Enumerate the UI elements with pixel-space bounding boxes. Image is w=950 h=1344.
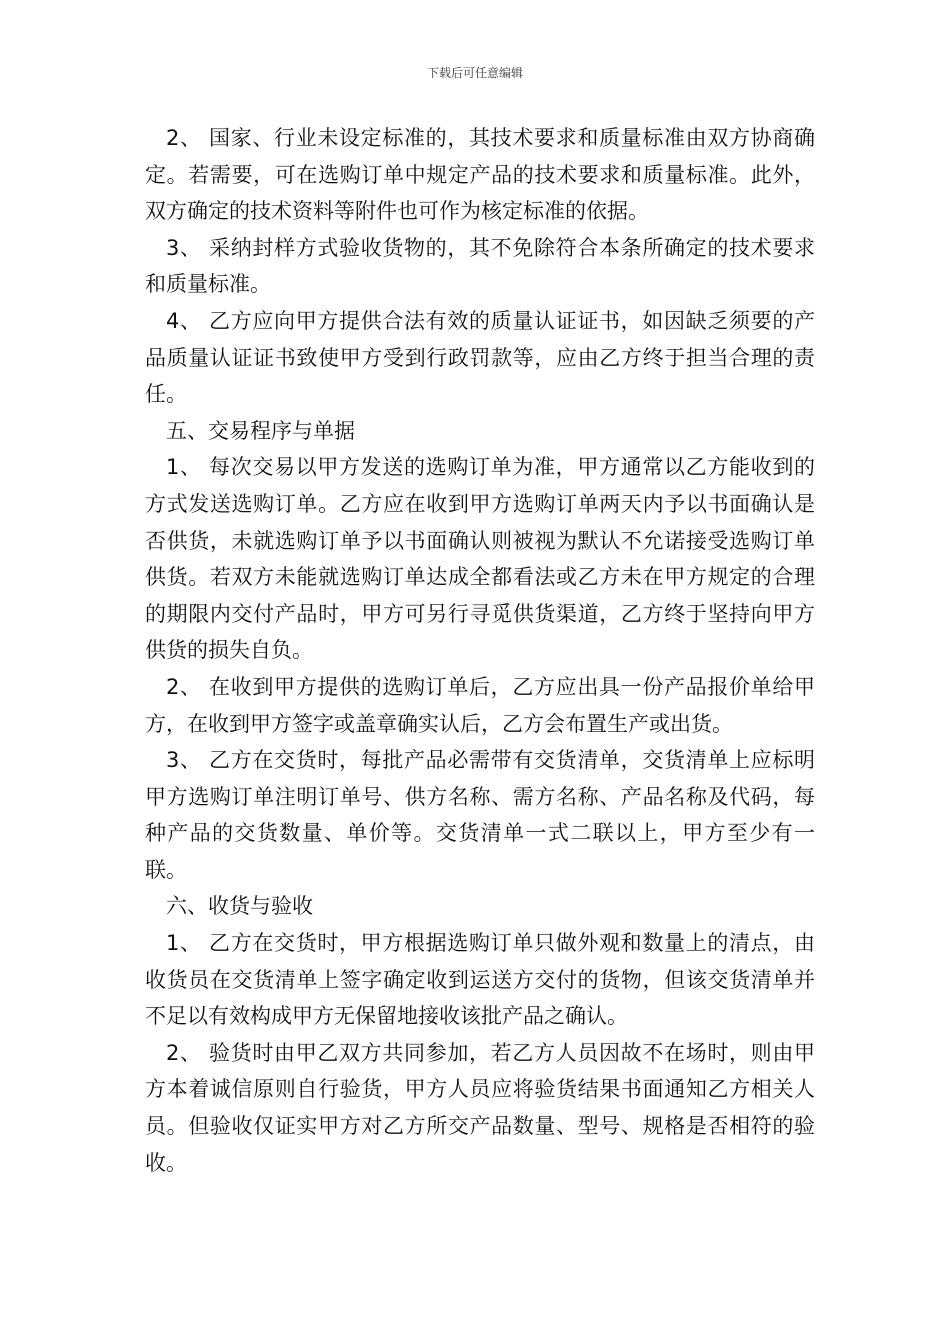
clause-3-sealed-sample: 3、 采纳封样方式验收货物的，其不免除符合本条所确定的技术要求和质量标准。 xyxy=(145,235,815,297)
clause-6-2-inspection: 2、 验货时由甲乙双方共同参加，若乙方人员因故不在场时，则由甲方本着诚信原则自行验货，甲方人员应将验货结果书面通知乙方相关人员。但验收仅证实甲方对乙方所交产品数量、型号、规格是否相符的验收。 xyxy=(145,1040,815,1175)
clause-6-1-receiving: 1、 乙方在交货时，甲方根据选购订单只做外观和数量上的清点，由收货员在交货清单上签字确定收到运送方交付的货物，但该交货清单并不足以有效构成甲方无保留地接收该批产品之确认。 xyxy=(145,931,815,1029)
clause-4-certificate: 4、 乙方应向甲方提供合法有效的质量认证证书，如因缺乏须要的产品质量认证证书致使甲方受到行政罚款等，应由乙方终于担当合理的责任。 xyxy=(145,308,815,407)
section-heading-6: 六、收货与验收 xyxy=(166,894,313,919)
document-body xyxy=(145,120,815,1181)
clause-5-3-delivery-list: 3、 乙方在交货时，每批产品必需带有交货清单，交货清单上应标明甲方选购订单注明订单号、供方名称、需方名称、产品名称及代码，每种产品的交货数量、单价等。交货清单一式二联以上，甲方至少有一联。 xyxy=(145,748,815,882)
section-heading-5: 五、交易程序与单据 xyxy=(166,418,355,443)
clause-5-1-orders: 1、 每次交易以甲方发送的选购订单为准，甲方通常以乙方能收到的方式发送选购订单。乙方应在收到甲方选购订单两天内予以书面确认是否供货，未就选购订单予以书面确认则被视为默认不允诺接受选购订单供货。若双方未能就选购订单达成全都看法或乙方未在甲方规定的合理的期限内交付产品时，甲方可另行寻觅供货渠道，乙方终于坚持向甲方供货的损失自负。 xyxy=(145,455,815,663)
page-header: 下载后可任意编辑 xyxy=(426,66,523,80)
clause-2-standards: 2、 国家、行业未设定标准的，其技术要求和质量标准由双方协商确定。若需要，可在选购订单中规定产品的技术要求和质量标准。此外，双方确定的技术资料等附件也可作为核定标准的依据。 xyxy=(145,126,815,224)
clause-5-2-quotation: 2、 在收到甲方提供的选购订单后，乙方应出具一份产品报价单给甲方，在收到甲方签字或盖章确实认后，乙方会布置生产或出货。 xyxy=(145,674,815,736)
